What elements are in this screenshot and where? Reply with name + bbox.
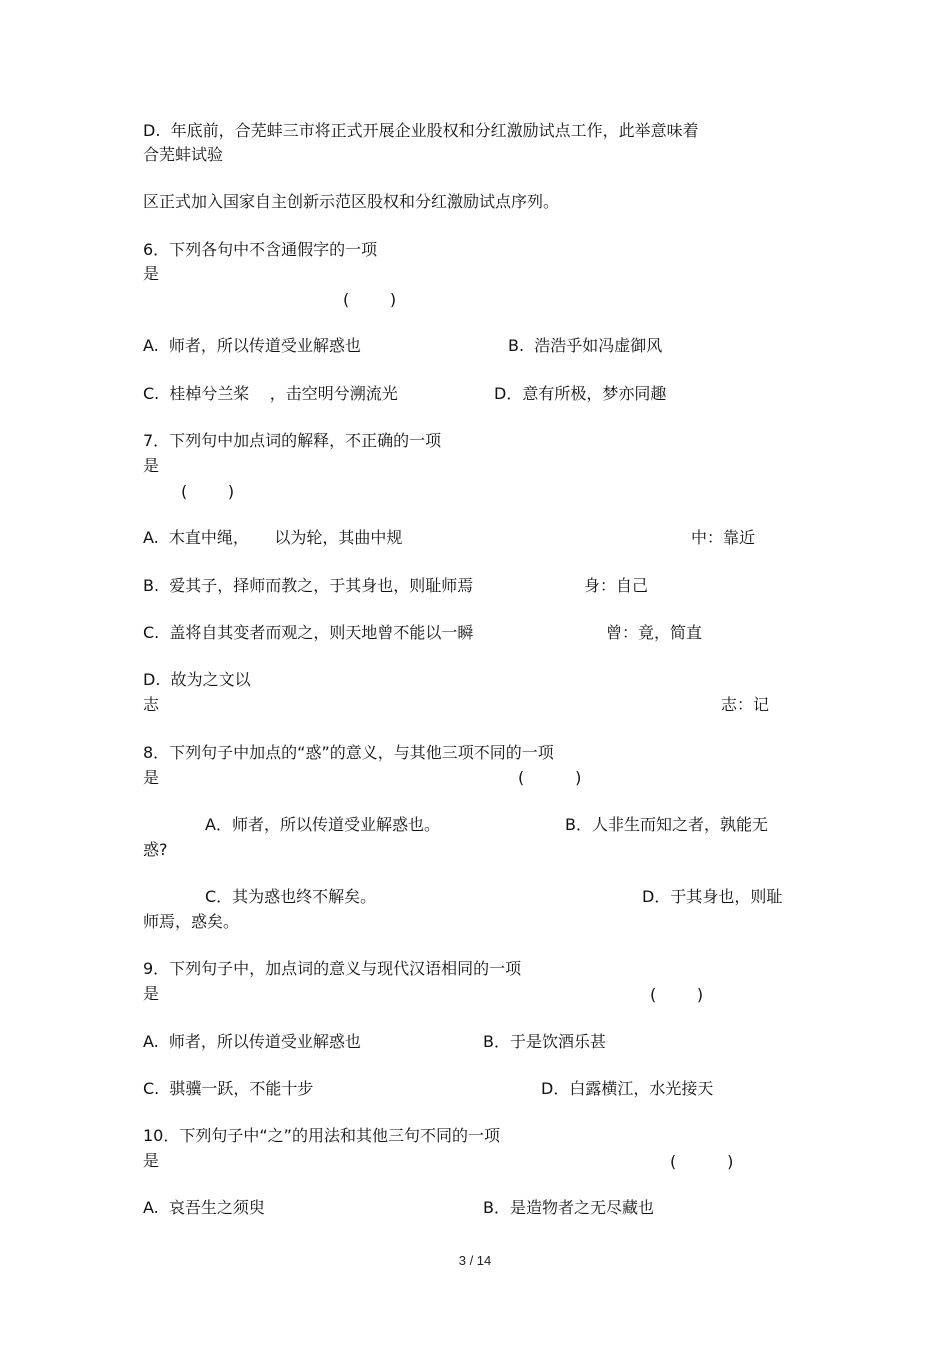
q9-stem: 9．下列句子中，加点词的意义与现代汉语相同的一项 — [143, 959, 522, 978]
q9-option-b: B．于是饮酒乐甚 — [483, 1032, 606, 1051]
q8-option-b-line2: 惑? — [143, 840, 168, 859]
q7-option-d: D. 故为之文以 — [143, 670, 251, 689]
q9-option-d: D．白露横江，水光接天 — [541, 1079, 714, 1098]
q6-option-a: A. 师者，所以传道受业解惑也 — [143, 336, 361, 355]
q9-shi: 是 — [143, 984, 160, 1003]
q6-stem: 6．下列各句中不含通假字的一项 — [143, 240, 378, 259]
q6-option-d: D．意有所极，梦亦同趣 — [494, 384, 667, 403]
q7-stem: 7．下列句中加点词的解释，不正确的一项 — [143, 431, 442, 450]
q8-answer-paren: ( ) — [518, 768, 582, 787]
q5-option-d-line1: D. 年底前，合芜蚌三市将正式开展企业股权和分红激励试点工作，此举意味着 — [143, 121, 699, 140]
q10-option-a: A. 哀吾生之须臾 — [143, 1198, 265, 1217]
q8-option-c: C．其为惑也终不解矣。 — [205, 887, 377, 906]
q8-option-d-line2: 师焉，惑矣。 — [143, 912, 240, 931]
q8-stem: 8．下列句子中加点的“惑”的意义，与其他三项不同的一项 — [143, 743, 554, 762]
q8-option-b: B．人非生而知之者，孰能无 — [565, 815, 768, 834]
q7-shi: 是 — [143, 456, 160, 475]
q9-option-a: A. 师者，所以传道受业解惑也 — [143, 1032, 361, 1051]
q8-option-a: A．师者，所以传道受业解惑也。 — [205, 815, 440, 834]
q7-option-d-line2: 志 — [143, 695, 160, 714]
q6-shi: 是 — [143, 264, 160, 283]
q5-option-d-line3: 区正式加入国家自主创新示范区股权和分红激励试点序列。 — [143, 192, 560, 211]
q10-answer-paren: ( ) — [670, 1152, 734, 1171]
q7-option-b: B. 爱其子，择师而教之，于其身也，则耻师焉 — [143, 576, 474, 595]
q7-option-a-note: 中：靠近 — [691, 528, 756, 547]
q7-option-b-note: 身：自己 — [584, 576, 649, 595]
q8-option-d: D．于其身也，则耻 — [642, 887, 783, 906]
q7-answer-paren: ( ) — [181, 482, 235, 501]
q9-answer-paren: ( ) — [650, 985, 704, 1004]
q6-answer-paren: ( ) — [343, 290, 397, 309]
q9-option-c: C. 骐骥一跃，不能十步 — [143, 1079, 314, 1098]
q10-stem: 10．下列句子中“之”的用法和其他三句不同的一项 — [143, 1126, 500, 1145]
q6-option-b: B. 浩浩乎如冯虚御风 — [508, 336, 663, 355]
q10-option-b: B．是造物者之无尽藏也 — [483, 1198, 654, 1217]
q10-shi: 是 — [143, 1151, 160, 1170]
q6-option-c: C. 桂棹兮兰桨 ，击空明兮溯流光 — [143, 384, 398, 403]
q7-option-a: A. 木直中绳， 以为轮，其曲中规 — [143, 528, 403, 547]
q7-option-c: C. 盖将自其变者而观之，则天地曾不能以一瞬 — [143, 623, 474, 642]
q8-shi: 是 — [143, 768, 160, 787]
page-number: 3 / 14 — [458, 1253, 492, 1268]
q5-option-d-line2: 合芜蚌试验 — [143, 145, 224, 164]
q7-option-d-note: 志：记 — [721, 695, 770, 714]
q7-option-c-note: 曾：竟，简直 — [606, 623, 703, 642]
